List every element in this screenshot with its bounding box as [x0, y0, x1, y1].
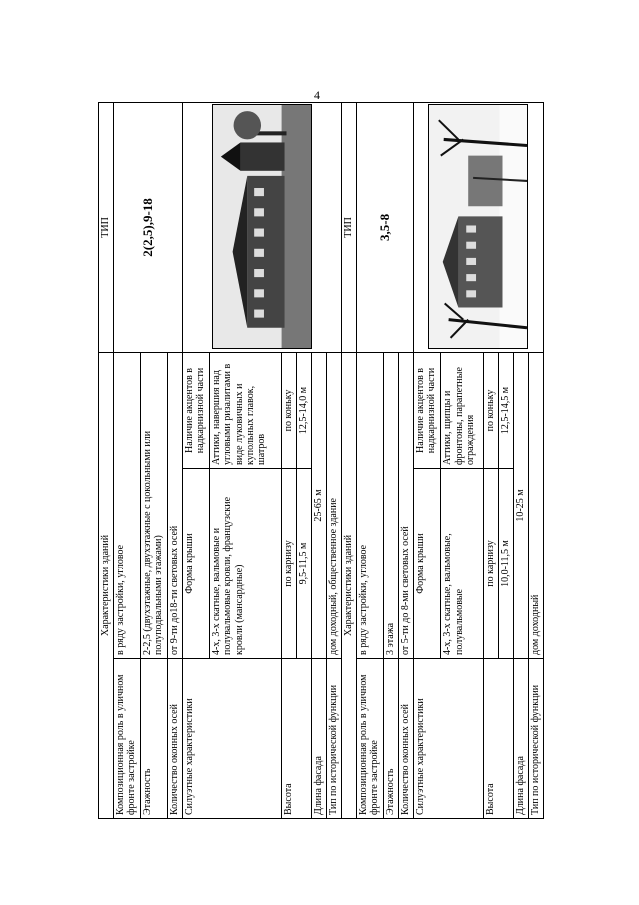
block2-header-type: ТИП — [342, 102, 357, 352]
block2-roof-form-value: 4-х, 3-х скатные, вальмовые, полувальмовые — [441, 469, 483, 659]
block2-length-label: Длина фасада — [513, 659, 528, 819]
block2-height-ridge-value: 12,5-14,5 м — [498, 352, 513, 468]
block1-photo-cell — [182, 102, 341, 352]
block1-roof-form-header: Форма крыши — [182, 469, 210, 659]
block2-axes-value: от 5-ти до 8-ми световых осей — [398, 352, 413, 658]
block2-length-value: 10-25 м — [513, 352, 528, 658]
block2-silhouette-label: Силуэтные характеристики — [413, 659, 483, 819]
block2-height-label: Высота — [483, 659, 513, 819]
block2-role-label: Композиционная роль в уличном фронте застройке — [357, 659, 384, 819]
block1-role-value: в ряду застройки, угловое — [114, 352, 141, 658]
block2-height-ridge-header: по коньку — [483, 352, 498, 468]
block2-accents-value: Аттики, щипцы и фронтоны, парапетные ограждения — [441, 352, 483, 468]
block1-type-code: 2(2,5),9-18 — [114, 102, 183, 352]
block1-axes-value: от 9-ти до18-ти световых осей — [167, 352, 182, 658]
block2-height-cornice-value: 10,0-11,5 м — [498, 469, 513, 659]
block1-floors-label: Этажность — [140, 659, 167, 819]
rotated-table-area — [98, 103, 544, 819]
block1-roof-form-value: 4-х, 3-х скатные, вальмовые и полувальмовые кровли, французские кровли (мансардные) — [210, 469, 282, 659]
block1-header-type: ТИП — [99, 102, 114, 352]
block1-accents-value: Аттики, навершия над угловыми ризалитами в виде луковичных и купольных главок, шатров — [210, 352, 282, 468]
block1-height-cornice-header: по карнизу — [282, 469, 297, 659]
block2-axes-label: Количество оконных осей — [398, 659, 413, 819]
building-characteristics-table — [98, 102, 544, 819]
block2-type-code: 3,5-8 — [357, 102, 414, 352]
rotated-table — [98, 103, 544, 819]
block1-height-ridge-value: 12,5-14,0 м — [297, 352, 312, 468]
block1-length-label: Длина фасада — [312, 659, 327, 819]
block2-role-value: в ряду застройки, угловое — [357, 352, 384, 658]
block2-height-cornice-header: по карнизу — [483, 469, 498, 659]
block1-accents-header: Наличие акцентов в надкарнизной части — [182, 352, 210, 468]
block2-header-characteristics: Характеристики зданий — [342, 352, 357, 818]
block2-function-value: дом доходный — [528, 352, 543, 658]
block1-axes-label: Количество оконных осей — [167, 659, 182, 819]
block2-roof-form-header: Форма крыши — [413, 469, 441, 659]
historic-building-photo-icon — [212, 104, 312, 349]
block2-floors-label: Этажность — [383, 659, 398, 819]
page-number: 4 — [314, 88, 320, 102]
block2-function-label: Тип по исторической функции — [528, 659, 543, 819]
block2-floors-value: 3 этажа — [383, 352, 398, 658]
block1-height-ridge-header: по коньку — [282, 352, 297, 468]
block2-accents-header: Наличие акцентов в надкарнизной части — [413, 352, 441, 468]
block1-function-label: Тип по исторической функции — [327, 659, 342, 819]
block1-silhouette-label: Силуэтные характеристики — [182, 659, 281, 819]
block1-height-cornice-value: 9,5-11,5 м — [297, 469, 312, 659]
block1-role-label: Композиционная роль в уличном фронте застройке — [114, 659, 141, 819]
block1-length-value: 25-65 м — [312, 352, 327, 658]
block2-photo-cell — [413, 102, 543, 352]
winter-street-photo-icon — [428, 104, 528, 349]
block1-floors-value: 2-2,5 (двухэтажные, двухэтажные с цокольными или полуподвальными этажами) — [140, 352, 167, 658]
block1-function-value: дом доходный, общественное здание — [327, 352, 342, 658]
block1-header-characteristics: Характеристики зданий — [99, 352, 114, 818]
block1-height-label: Высота — [282, 659, 312, 819]
